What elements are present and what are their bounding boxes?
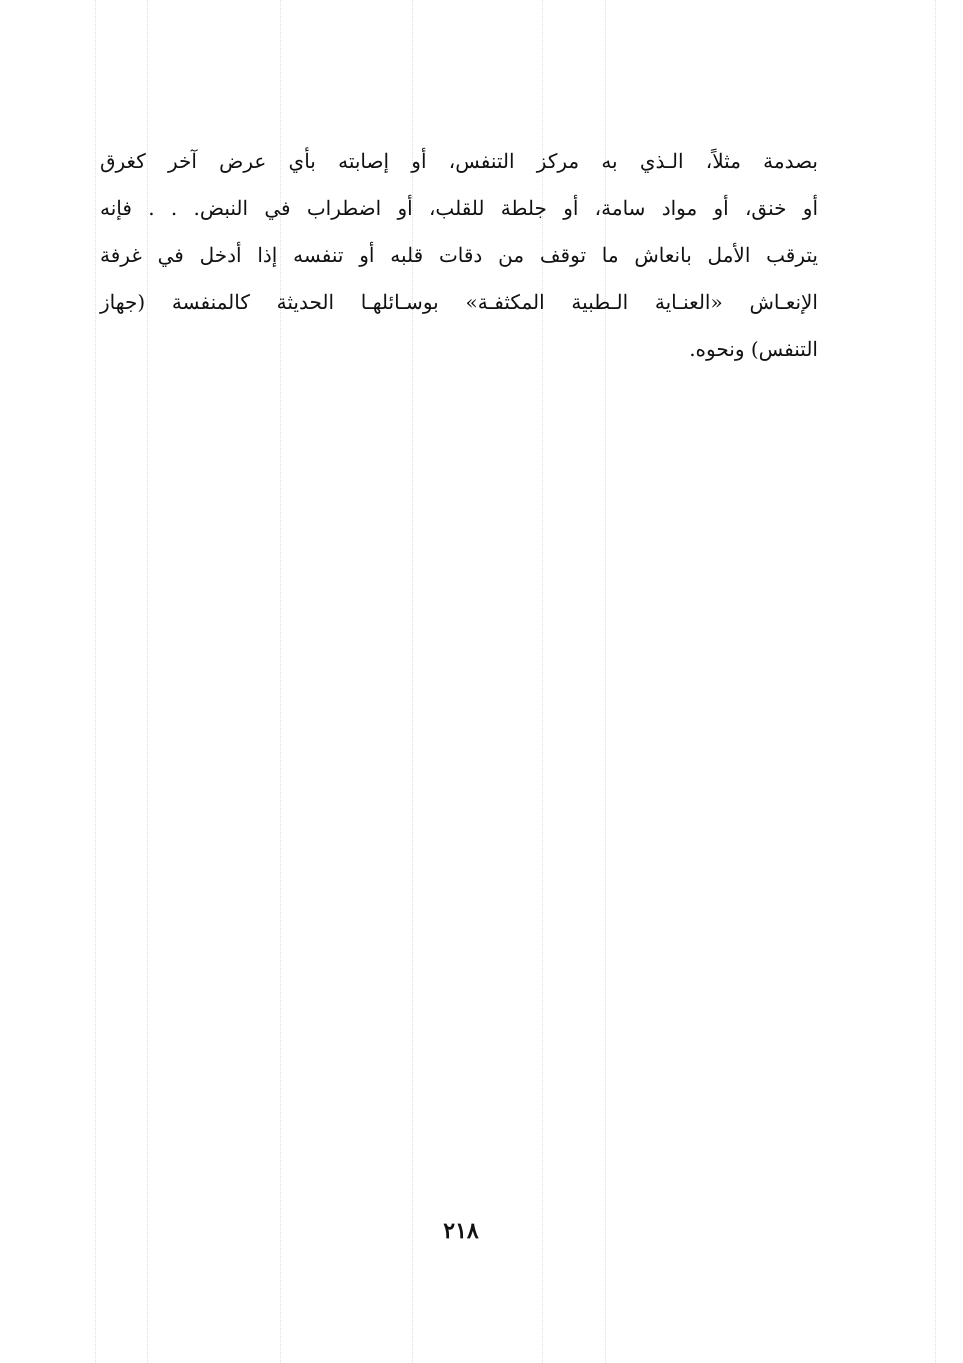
scan-guide-line [95,0,96,1363]
paragraph-line: بصدمة مثلاً، الـذي به مركز التنفس، أو إصابته بأي عرض آخر كغرق [100,149,818,173]
paragraph-line: الإنعـاش «العنـاية الـطبية المكثفـة» بوسـائلهـا الحديثة كالمنفسة (جهاز [100,290,818,314]
page-number: ٢١٨ [443,1218,479,1244]
paragraph-line: يترقب الأمل بانعاش ما توقف من دقات قلبه أو تنفسه إذا أدخل في غرفة [100,243,818,267]
body-paragraph [100,138,818,373]
paragraph-line: التنفس) ونحوه. [689,337,818,361]
scan-guide-line [935,0,936,1363]
paragraph-line: أو خنق، أو مواد سامة، أو جلطة للقلب، أو اضطراب في النبض. . . فإنه [100,196,818,220]
